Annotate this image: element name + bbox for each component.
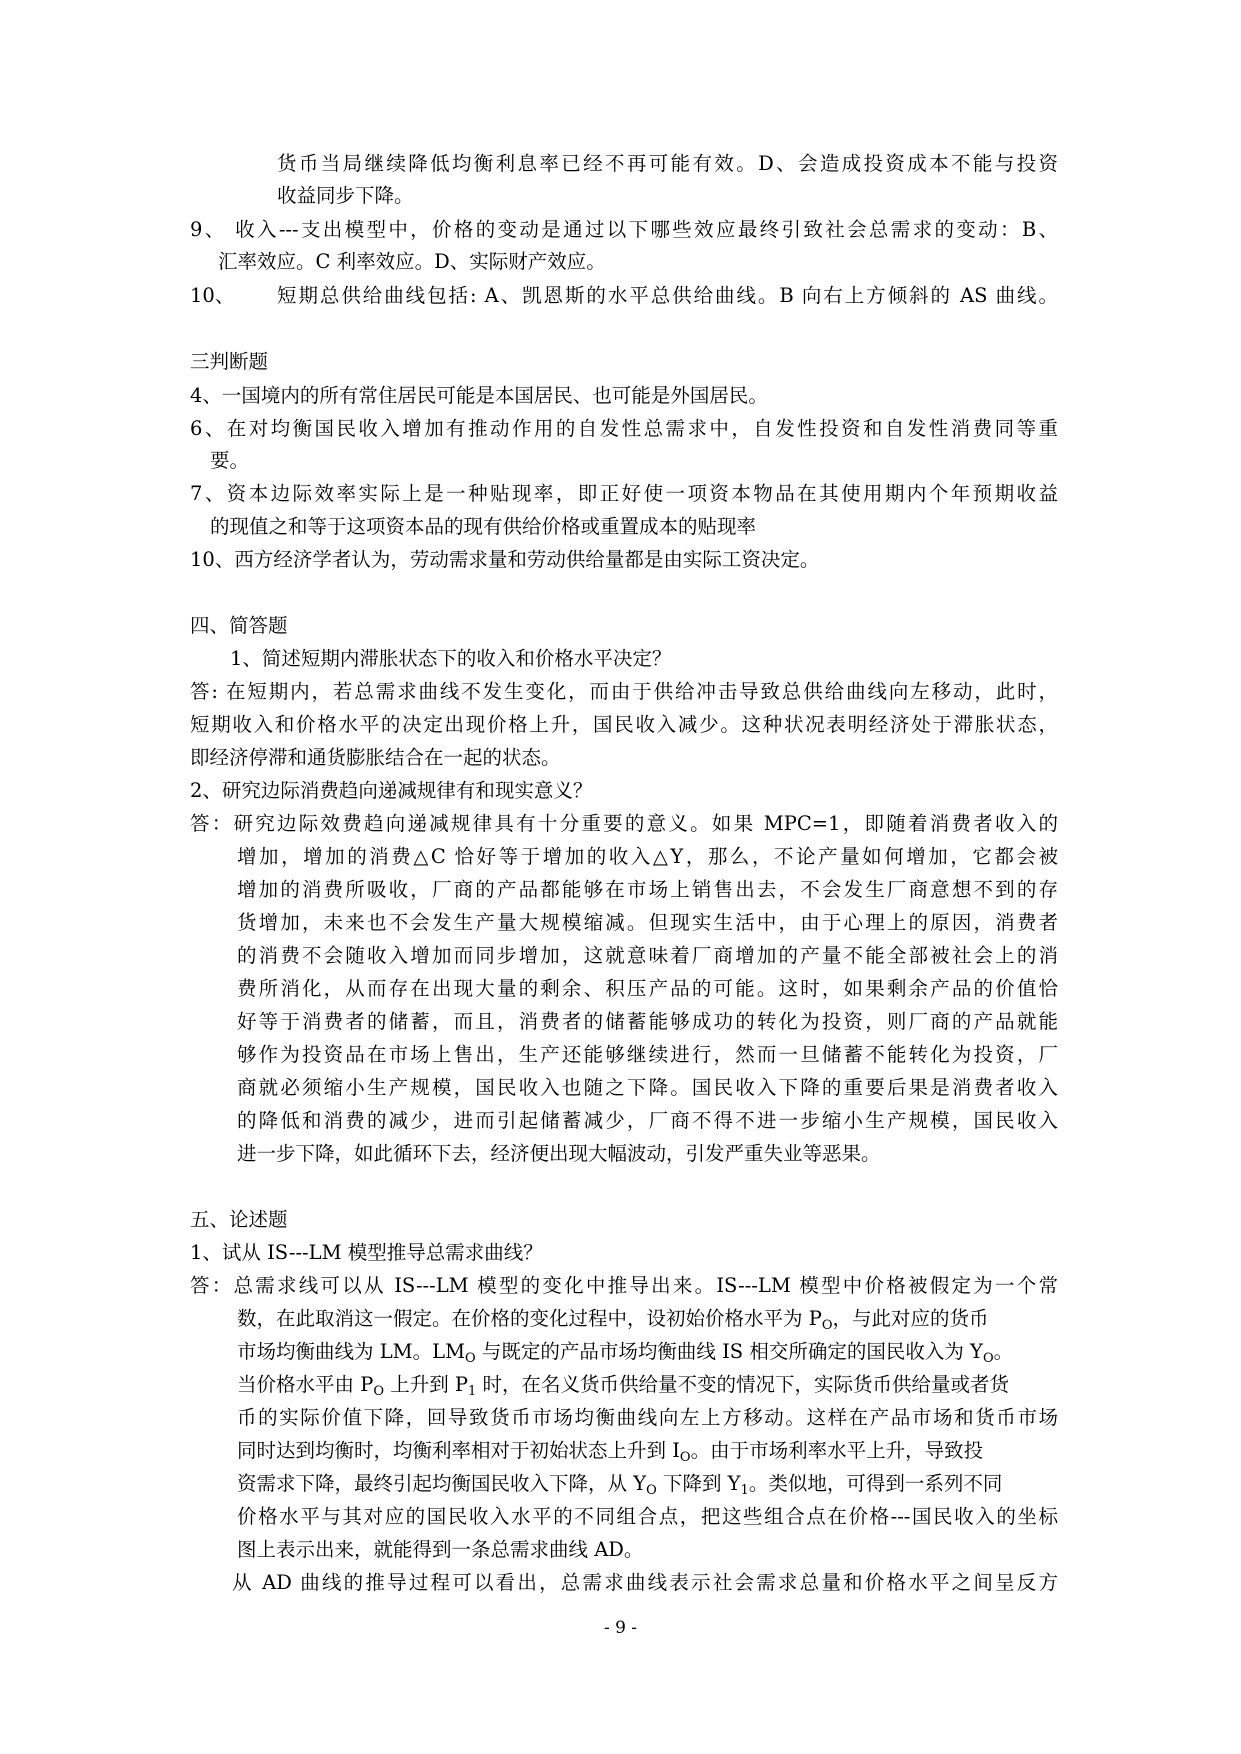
text-line: 收益同步下降。 <box>277 184 414 207</box>
page-number: - 9 - <box>603 1618 638 1638</box>
text-line: 要。 <box>210 449 250 472</box>
question-9: 9、 收入---支出模型中，价格的变动是通过以下哪些效应最终引致社会总需求的变动：B、 <box>190 218 1058 241</box>
answer-line: 货增加，未来也不会发生产量大规模缩减。但现实生活中，由于心理上的原因，消费者 <box>237 911 1058 934</box>
judgment-7: 7、资本边际效率实际上是一种贴现率，即正好使一项资本物品在其使用期内个年预期收益 <box>190 482 1058 505</box>
section-heading-essay: 五、论述题 <box>190 1208 288 1231</box>
judgment-6: 6、在对均衡国民收入增加有推动作用的自发性总需求中，自发性投资和自发性消费同等重 <box>190 417 1058 440</box>
judgment-4: 4、一国境内的所有常住居民可能是本国居民、也可能是外国居民。 <box>190 384 768 407</box>
text-line: 汇率效应。C 利率效应。D、实际财产效应。 <box>218 250 606 273</box>
answer-line: 商就必须缩小生产规模，国民收入也随之下降。国民收入下降的重要后果是消费者收入 <box>237 1076 1058 1099</box>
essay-question-1: 1、试从 IS---LM 模型推导总需求曲线？ <box>190 1241 543 1264</box>
answer-line: 增加，增加的消费△C 恰好等于增加的收入△Y，那么，不论产量如何增加，它都会被 <box>237 845 1058 868</box>
answer-line: 即经济停滞和通货膨胀结合在一起的状态。 <box>190 746 561 769</box>
answer-line: 答：研究边际效费趋向递减规律具有十分重要的意义。如果 MPC=1，即随着消费者收入的 <box>190 812 1058 835</box>
answer-line: 增加的消费所吸收，厂商的产品都能够在市场上销售出去，不会发生厂商意想不到的存 <box>237 878 1058 901</box>
text-line: 的现值之和等于这项资本品的现有供给价格或重置成本的贴现率 <box>210 515 757 538</box>
answer-line: 的降低和消费的减少，进而引起储蓄减少，厂商不得不进一步缩小生产规模，国民收入 <box>237 1109 1058 1132</box>
answer-line: 数，在此取消这一假定。在价格的变化过程中，设初始价格水平为 $P_O$，与此对应的货币 <box>237 1307 989 1333</box>
section-heading-short-answer: 四、简答题 <box>190 614 288 637</box>
answer-line: 价格水平与其对应的国民收入水平的不同组合点，把这些组合点在价格---国民收入的坐标 <box>237 1505 1058 1528</box>
answer-line: 同时达到均衡时，均衡利率相对于初始状态上升到 $I_O$。由于市场利率水平上升，导致投 <box>237 1439 984 1465</box>
short-question-2: 2、研究边际消费趋向递减规律有和现实意义？ <box>190 779 593 802</box>
answer-line: 资需求下降，最终引起均衡国民收入下降，从 $Y_O$ 下降到 $Y_1$。类似地，可得到一系列不同 <box>237 1472 1003 1498</box>
section-heading-judgment: 三判断题 <box>190 350 269 373</box>
answer-line: 从 AD 曲线的推导过程可以看出，总需求曲线表示社会需求总量和价格水平之间呈反方 <box>232 1571 1058 1594</box>
answer-line: 够作为投资品在市场上售出，生产还能够继续进行，然而一旦储蓄不能转化为投资，厂 <box>237 1043 1058 1066</box>
judgment-10: 10、西方经济学者认为，劳动需求量和劳动供给量都是由实际工资决定。 <box>190 548 820 571</box>
text-line: 货币当局继续降低均衡利息率已经不再可能有效。D、会造成投资成本不能与投资 <box>277 152 1058 175</box>
question-10: 短期总供给曲线包括: A、凯恩斯的水平总供给曲线。B 向右上方倾斜的 AS 曲线。 <box>277 284 1058 307</box>
answer-line: 的消费不会随收入增加而同步增加，这就意味着厂商增加的产量不能全部被社会上的消 <box>237 944 1058 967</box>
question-10-number: 10、 <box>190 284 235 307</box>
answer-line: 短期收入和价格水平的决定出现价格上升，国民收入减少。这种状况表明经济处于滞胀状态， <box>190 713 1058 736</box>
answer-line: 币的实际价值下降，回导致货币市场均衡曲线向左上方移动。这样在产品市场和货币市场 <box>237 1406 1058 1429</box>
answer-line: 答: 在短期内，若总需求曲线不发生变化，而由于供给冲击导致总供给曲线向左移动，此时， <box>190 680 1058 703</box>
answer-line: 好等于消费者的储蓄，而且，消费者的储蓄能够成功的转化为投资，则厂商的产品就能 <box>237 1010 1058 1033</box>
answer-line: 市场均衡曲线为 LM。$LM_O$ 与既定的产品市场均衡曲线 IS 相交所确定的国民收入为 $Y_O$。 <box>237 1340 1014 1366</box>
short-question-1: 1、简述短期内滞胀状态下的收入和价格水平决定？ <box>230 647 672 670</box>
answer-line: 当价格水平由 $P_O$ 上升到 $P_1$ 时，在名义货币供给量不变的情况下，实际货币供给量或者货 <box>237 1373 1010 1399</box>
answer-line: 进一步下降，如此循环下去，经济便出现大幅波动，引发严重失业等恶果。 <box>237 1142 881 1165</box>
answer-line: 答：总需求线可以从 IS---LM 模型的变化中推导出来。IS---LM 模型中价格被假定为一个常 <box>190 1274 1058 1297</box>
answer-line: 费所消化，从而存在出现大量的剩余、积压产品的可能。这时，如果剩余产品的价值恰 <box>237 977 1058 1000</box>
answer-line: 图上表示出来，就能得到一条总需求曲线 AD。 <box>237 1538 644 1561</box>
